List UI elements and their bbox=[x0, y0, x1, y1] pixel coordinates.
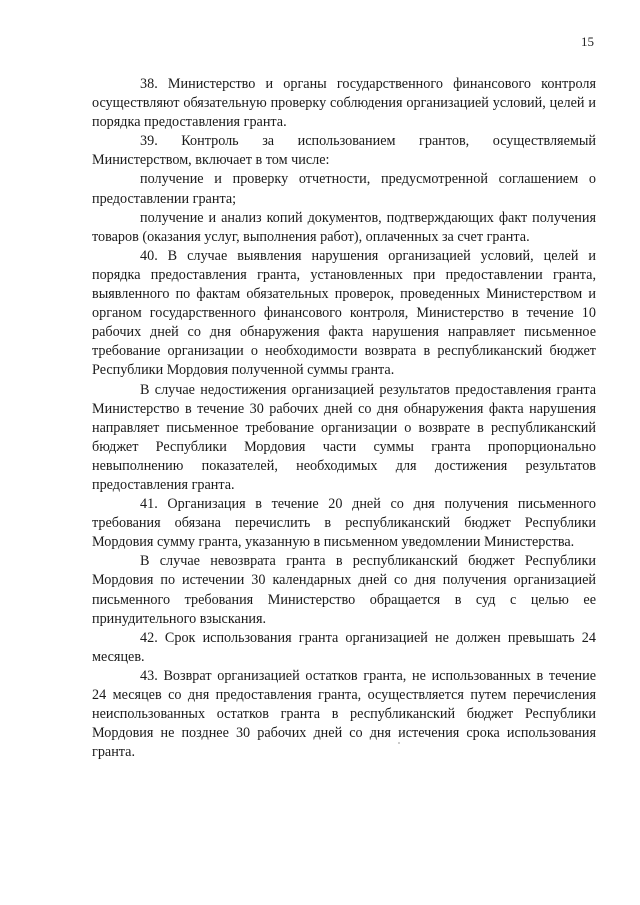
scan-artifact-dot bbox=[398, 742, 400, 744]
paragraph-41: 41. Организация в течение 20 дней со дня получения письменного требования обязана перечислить в республиканский бюджет Республики Мордовия сумму гранта, указанную в письменном уведомлении Министерства. bbox=[92, 496, 596, 551]
page-number: 15 bbox=[581, 34, 594, 49]
paragraph-40-continuation: В случае недостижения организацией результатов предоставления гранта Министерство в течение 30 рабочих дней со дня обнаружения факта нарушения направляет письменное требование организации о возврате в республиканский бюджет Республики Мордовия части суммы гранта пропорционально невыполнению показателей, необходимых для достижения результатов предоставления гранта. bbox=[92, 381, 596, 493]
paragraph-41-continuation: В случае невозврата гранта в республиканский бюджет Республики Мордовия по истечении 30 календарных дней со дня получения организацией письменного требования Министерство обращается в суд с целью ее принудительного взыскания. bbox=[92, 553, 596, 627]
paragraph-42: 42. Срок использования гранта организацией не должен превышать 24 месяцев. bbox=[92, 629, 596, 665]
paragraph-43: 43. Возврат организацией остатков гранта, не использованных в течение 24 месяцев со дня предоставления гранта, осуществляется путем перечисления неиспользованных остатков гранта в республиканский бюджет Республики Мордовия не позднее 30 рабочих дней со дня истечения срока использования гранта. bbox=[92, 667, 596, 761]
paragraph-39: 39. Контроль за использованием грантов, осуществляемый Министерством, включает в том числе: bbox=[92, 133, 596, 169]
paragraph-38: 38. Министерство и органы государственного финансового контроля осуществляют обязательную проверку соблюдения организацией условий, целей и порядка предоставления гранта. bbox=[92, 76, 596, 131]
paragraph-40: 40. В случае выявления нарушения организацией условий, целей и порядка предоставления гранта, установленных при предоставлении гранта, выявленного по фактам обязательных проверок, проведенных Министерством и органом государственного финансового контроля, Министерство в течение 10 рабочих дней со дня обнаружения факта нарушения направляет письменное требование организации о необходимости возврата в республиканский бюджет Республики Мордовия полученной суммы гранта. bbox=[92, 247, 596, 379]
paragraph-39-item-1: получение и проверку отчетности, предусмотренной соглашением о предоставлении гранта; bbox=[92, 171, 596, 207]
document-body bbox=[92, 75, 596, 762]
paragraph-39-item-2: получение и анализ копий документов, подтверждающих факт получения товаров (оказания услуг, выполнения работ), оплаченных за счет гранта. bbox=[92, 209, 596, 245]
